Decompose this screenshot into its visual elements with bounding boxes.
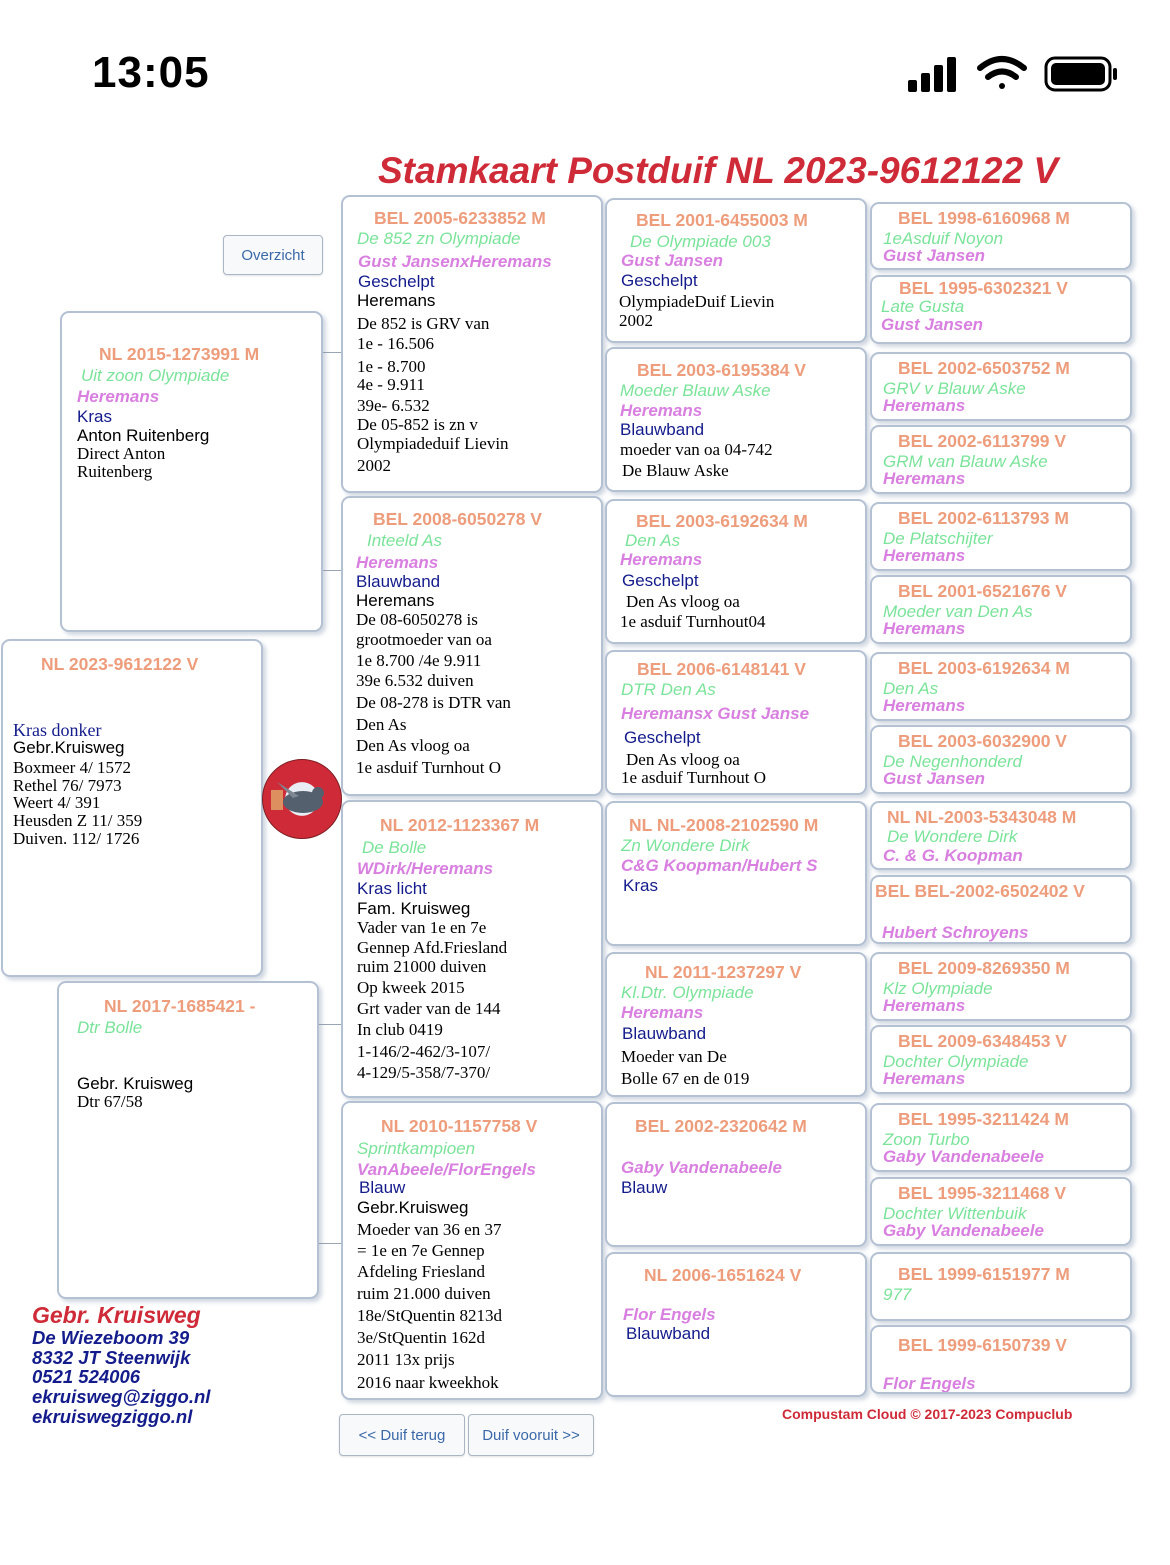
pigeon-note-text: Den As vloog oa bbox=[626, 750, 740, 769]
pigeon-ring-text: BEL 2002-2320642 M bbox=[635, 1116, 807, 1136]
pigeon-card-gen4[interactable] bbox=[870, 502, 1132, 571]
pigeon-card-grandfather-paternal[interactable] bbox=[341, 195, 603, 493]
status-icons bbox=[908, 54, 1118, 94]
pigeon-card-gen3[interactable] bbox=[605, 801, 867, 946]
pigeon-card-gen4[interactable] bbox=[870, 575, 1132, 644]
pigeon-ring-text: BEL 2003-6195384 V bbox=[637, 360, 806, 380]
pigeon-name-text: Moeder Blauw Aske bbox=[620, 381, 771, 400]
connector-line bbox=[318, 1024, 342, 1025]
pigeon-breeder-text: Gaby Vandenabeele bbox=[621, 1158, 782, 1177]
pigeon-ring-text: BEL BEL-2002-6502402 V bbox=[875, 881, 1085, 901]
pigeon-breeder-text: Heremans bbox=[883, 619, 966, 638]
pigeon-note-text: 3e/StQuentin 162d bbox=[357, 1328, 485, 1347]
pigeon-color-text: Blauw bbox=[359, 1178, 406, 1197]
pigeon-card-father[interactable] bbox=[60, 311, 323, 632]
page-title: Stamkaart Postduif NL 2023-9612122 V bbox=[378, 150, 1059, 191]
pigeon-card-gen4[interactable] bbox=[870, 875, 1132, 944]
pigeon-color-text: Geschelpt bbox=[621, 271, 698, 290]
pigeon-breeder-text: C. & G. Koopman bbox=[883, 846, 1023, 865]
pigeon-ring-text: NL NL-2003-5343048 M bbox=[887, 807, 1077, 827]
pigeon-owner-text: Heremans bbox=[357, 291, 436, 310]
pigeon-breeder-text: VanAbeele/FlorEngels bbox=[357, 1160, 536, 1179]
pigeon-note-text: 2016 naar kweekhok bbox=[357, 1373, 499, 1392]
pigeon-ring-text: NL 2015-1273991 M bbox=[99, 344, 260, 364]
pigeon-ring-text: NL 2023-9612122 V bbox=[41, 654, 199, 674]
pigeon-name-text: Zoon Turbo bbox=[883, 1130, 970, 1149]
pigeon-owner-text: Gebr.Kruisweg bbox=[357, 1198, 469, 1217]
pigeon-breeder-text: Heremans bbox=[356, 553, 439, 572]
pigeon-card-gen4[interactable] bbox=[870, 202, 1132, 270]
pigeon-breeder-text: Heremans bbox=[883, 1069, 966, 1088]
pigeon-card-gen4[interactable] bbox=[870, 352, 1132, 421]
pigeon-card-gen4[interactable] bbox=[870, 952, 1132, 1021]
pigeon-note-text: De 08-6050278 is bbox=[356, 610, 478, 629]
pigeon-card-gen3[interactable] bbox=[605, 499, 867, 644]
pigeon-color-text: Kras bbox=[623, 876, 658, 895]
status-time: 13:05 bbox=[92, 48, 210, 97]
pigeon-ring-text: BEL 2003-6192634 M bbox=[898, 658, 1070, 678]
pigeon-color-text: Blauwband bbox=[620, 420, 705, 439]
pigeon-ring-text: NL NL-2008-2102590 M bbox=[629, 815, 819, 835]
pigeon-owner-text: Heremans bbox=[356, 591, 435, 610]
pigeon-breeder-text: Gust Jansen bbox=[621, 251, 724, 270]
pigeon-ring-text: BEL 1995-3211424 M bbox=[898, 1109, 1069, 1129]
pigeon-note-text: 4-129/5-358/7-370/ bbox=[357, 1063, 491, 1082]
pigeon-note-text: Den As bbox=[356, 715, 407, 734]
pigeon-ring-text: NL 2006-1651624 V bbox=[644, 1265, 802, 1285]
pigeon-breeder-text: Heremans bbox=[883, 469, 966, 488]
pigeon-note-text: grootmoeder van oa bbox=[356, 630, 492, 649]
pigeon-name-text: Zn Wondere Dirk bbox=[621, 836, 750, 855]
pigeon-name-text: Dtr Bolle bbox=[77, 1018, 143, 1037]
battery-icon bbox=[1046, 58, 1117, 90]
pigeon-note-text: moeder van oa 04-742 bbox=[620, 440, 773, 459]
forward-button[interactable]: Duif vooruit >> bbox=[468, 1414, 594, 1456]
pigeon-name-text: Moeder van Den As bbox=[883, 602, 1033, 621]
pigeon-breeder-text: C&G Koopman/Hubert S bbox=[621, 856, 818, 875]
connector-line bbox=[322, 570, 342, 571]
connector-line bbox=[322, 352, 342, 353]
pigeon-name-text: Sprintkampioen bbox=[357, 1139, 476, 1158]
pigeon-note-text: 39e- 6.532 bbox=[357, 396, 430, 415]
pigeon-breeder-text: Gust Jansen bbox=[883, 246, 986, 265]
pigeon-name-text: De Olympiade 003 bbox=[630, 232, 771, 251]
pigeon-name-text: Inteeld As bbox=[367, 531, 442, 550]
pigeon-note-text: Bolle 67 en de 019 bbox=[621, 1069, 750, 1088]
pigeon-note-text: 1e asduif Turnhout04 bbox=[620, 612, 766, 631]
pigeon-ring-text: BEL 2003-6032900 V bbox=[898, 731, 1067, 751]
pigeon-name-text: De Bolle bbox=[362, 838, 427, 857]
footer-website[interactable]: ekruiswegziggo.nl bbox=[32, 1406, 193, 1427]
pigeon-color-text: Geschelpt bbox=[624, 728, 701, 747]
pigeon-card-gen4[interactable] bbox=[870, 1025, 1132, 1094]
pigeon-name-text: Klz Olympiade bbox=[883, 979, 993, 998]
pigeon-note-text: 1e - 8.700 bbox=[357, 357, 426, 376]
pigeon-note-text: Boxmeer 4/ 1572 bbox=[13, 758, 132, 777]
pigeon-card-grandmother-maternal[interactable] bbox=[341, 1101, 603, 1400]
pigeon-breeder-text: Heremans bbox=[883, 396, 966, 415]
pigeon-name-text: De Negenhonderd bbox=[883, 752, 1022, 771]
pigeon-card-gen4[interactable] bbox=[870, 275, 1132, 344]
pigeon-name-text: Uit zoon Olympiade bbox=[81, 366, 230, 385]
pigeon-note-text: Weert 4/ 391 bbox=[13, 793, 101, 812]
pigeon-note-text: De 05-852 is zn v bbox=[357, 415, 478, 434]
pigeon-breeder-text: Flor Engels bbox=[623, 1305, 716, 1324]
pigeon-breeder-text: Heremans bbox=[883, 996, 966, 1015]
pigeon-note-text: De Blauw Aske bbox=[622, 461, 729, 480]
pigeon-breeder-text: Heremans bbox=[883, 546, 966, 565]
pigeon-note-text: 18e/StQuentin 8213d bbox=[357, 1306, 502, 1325]
pigeon-ring-text: BEL 1995-3211468 V bbox=[898, 1183, 1067, 1203]
pigeon-note-text: 1e asduif Turnhout O bbox=[356, 758, 501, 777]
pigeon-note-text: Op kweek 2015 bbox=[357, 978, 465, 997]
pigeon-color-text: Blauwband bbox=[622, 1024, 707, 1043]
pigeon-name-text: GRV v Blauw Aske bbox=[883, 379, 1026, 398]
pigeon-card-gen3[interactable] bbox=[605, 1102, 867, 1247]
pigeon-ring-text: NL 2012-1123367 M bbox=[380, 815, 540, 835]
pigeon-card-gen3[interactable] bbox=[605, 198, 867, 343]
pigeon-card-gen4[interactable] bbox=[870, 1103, 1132, 1172]
pigeon-breeder-text: Gust Jansen bbox=[881, 315, 984, 334]
pigeon-note-text: 1e asduif Turnhout O bbox=[621, 768, 766, 787]
pigeon-color-text: Geschelpt bbox=[622, 571, 699, 590]
footer-address: De Wiezeboom 39 bbox=[32, 1327, 190, 1348]
pigeon-ring-text: BEL 2009-6348453 V bbox=[898, 1031, 1067, 1051]
pigeon-breeder-text: Gust JansenxHeremans bbox=[358, 252, 552, 271]
pigeon-note-text: Vader van 1e en 7e bbox=[357, 918, 487, 937]
pigeon-note-text: Ruitenberg bbox=[77, 462, 153, 481]
pigeon-name-text: De 852 zn Olympiade bbox=[357, 229, 521, 248]
pigeon-card-gen3[interactable] bbox=[605, 952, 867, 1097]
pigeon-owner-text: Fam. Kruisweg bbox=[357, 899, 471, 918]
pigeon-ring-text: BEL 2002-6113799 V bbox=[898, 431, 1067, 451]
pigeon-card-gen3[interactable] bbox=[605, 1252, 867, 1397]
pigeon-name-text: Dochter Olympiade bbox=[883, 1052, 1029, 1071]
footer-postcode: 8332 JT Steenwijk bbox=[32, 1347, 191, 1368]
pigeon-breeder-text: Heremans bbox=[621, 1003, 704, 1022]
pigeon-breeder-text: Hubert Schroyens bbox=[882, 923, 1029, 942]
pigeon-ring-text: BEL 2005-6233852 M bbox=[374, 208, 546, 228]
pigeon-owner-text: Gebr.Kruisweg bbox=[13, 738, 125, 757]
copyright: Compustam Cloud © 2017-2023 Compuclub bbox=[782, 1406, 1073, 1422]
pigeon-note-text: Rethel 76/ 7973 bbox=[13, 776, 122, 795]
pigeon-note-text: ruim 21000 duiven bbox=[357, 957, 487, 976]
pigeon-ring-text: NL 2010-1157758 V bbox=[381, 1116, 538, 1136]
pigeon-breeder-text: Heremansx Gust Janse bbox=[621, 704, 810, 723]
pigeon-note-text: 2011 13x prijs bbox=[357, 1350, 455, 1369]
pigeon-ring-text: BEL 2006-6148141 V bbox=[637, 659, 806, 679]
pigeon-breeder-text: Gust Jansen bbox=[883, 769, 986, 788]
pigeon-name-text: GRM van Blauw Aske bbox=[883, 452, 1048, 471]
pigeon-name-text: De Wondere Dirk bbox=[887, 827, 1018, 846]
pigeon-breeder-text: WDirk/Heremans bbox=[357, 859, 494, 878]
pigeon-breeder-text: Heremans bbox=[620, 550, 703, 569]
pigeon-owner-text: Anton Ruitenberg bbox=[77, 426, 210, 445]
pigeon-ring-text: BEL 1995-6302321 V bbox=[899, 278, 1068, 298]
pigeon-ring-text: NL 2017-1685421 - bbox=[104, 996, 256, 1016]
pigeon-note-text: 1-146/2-462/3-107/ bbox=[357, 1042, 491, 1061]
pigeon-card-gen4[interactable] bbox=[870, 652, 1132, 721]
overview-button[interactable]: Overzicht bbox=[223, 235, 323, 275]
pigeon-card-gen4[interactable] bbox=[870, 1325, 1132, 1394]
pigeon-card-gen4[interactable] bbox=[870, 801, 1132, 870]
pigeon-name-text: De Platschijter bbox=[883, 529, 993, 548]
pigeon-note-text: Moeder van 36 en 37 bbox=[357, 1220, 502, 1239]
pigeon-breeder-text: Heremans bbox=[620, 401, 703, 420]
pigeon-color-text: Blauw bbox=[621, 1178, 668, 1197]
pigeon-color-text: Blauwband bbox=[626, 1324, 711, 1343]
pigeon-note-text: Moeder van De bbox=[621, 1047, 727, 1066]
pigeon-ring-text: BEL 1999-6150739 V bbox=[898, 1335, 1067, 1355]
pigeon-ring-text: BEL 2009-8269350 M bbox=[898, 958, 1070, 978]
pigeon-colorserif-text: Kras donker bbox=[13, 720, 102, 740]
pigeon-note-text: Gennep Afd.Friesland bbox=[357, 938, 508, 957]
pigeon-card-gen3[interactable] bbox=[605, 347, 867, 492]
pigeon-note-text: De 08-278 is DTR van bbox=[356, 693, 511, 712]
pigeon-breeder-text: Gaby Vandenabeele bbox=[883, 1147, 1044, 1166]
pigeon-color-text: Blauwband bbox=[356, 572, 441, 591]
pigeon-ring-text: NL 2011-1237297 V bbox=[645, 962, 802, 982]
pigeon-card-gen4[interactable] bbox=[870, 1177, 1132, 1246]
pigeon-card-grandfather-maternal[interactable] bbox=[341, 800, 603, 1098]
signal-icon bbox=[908, 57, 956, 92]
pigeon-color-text: Geschelpt bbox=[358, 272, 435, 291]
pigeon-note-text: Grt vader van de 144 bbox=[357, 999, 501, 1018]
pigeon-note-text: ruim 21.000 duiven bbox=[357, 1284, 491, 1303]
pigeon-ring-text: BEL 2001-6455003 M bbox=[636, 210, 808, 230]
pigeon-name-text: Kl.Dtr. Olympiade bbox=[621, 983, 754, 1002]
pigeon-color-text: Kras licht bbox=[357, 879, 427, 898]
pigeon-card-gen4[interactable] bbox=[870, 725, 1132, 794]
pigeon-name-text: Dochter Wittenbuik bbox=[883, 1204, 1027, 1223]
footer-phone: 0521 524006 bbox=[32, 1366, 141, 1387]
pigeon-card-gen4[interactable] bbox=[870, 425, 1132, 494]
pigeon-card-mother[interactable] bbox=[57, 981, 319, 1299]
pigeon-ring-text: BEL 1998-6160968 M bbox=[898, 208, 1070, 228]
pigeon-note-text: 4e - 9.911 bbox=[357, 375, 425, 394]
pigeon-ring-text: BEL 2008-6050278 V bbox=[373, 509, 542, 529]
pigeon-card-subject[interactable] bbox=[1, 639, 263, 977]
pigeon-ring-text: BEL 2003-6192634 M bbox=[636, 511, 808, 531]
footer-owner-name: Gebr. Kruisweg bbox=[32, 1302, 201, 1328]
pigeon-note-text: De 852 is GRV van bbox=[357, 314, 490, 333]
pigeon-note-text: Den As vloog oa bbox=[626, 592, 740, 611]
pigeon-name-text: Den As bbox=[883, 679, 939, 698]
pigeon-breeder-text: Gaby Vandenabeele bbox=[883, 1221, 1044, 1240]
pigeon-name-text: 977 bbox=[883, 1285, 912, 1304]
pigeon-note-text: 1e - 16.506 bbox=[357, 334, 434, 353]
pigeon-name-text: Den As bbox=[625, 531, 681, 550]
pigeon-note-text: 2002 bbox=[357, 456, 391, 475]
pigeon-note-text: 39e 6.532 duiven bbox=[356, 671, 474, 690]
pigeon-note-text: 2002 bbox=[619, 311, 653, 330]
pigeon-ring-text: BEL 2002-6503752 M bbox=[898, 358, 1070, 378]
connector-line bbox=[318, 1243, 342, 1244]
pigeon-card-grandmother-paternal[interactable] bbox=[341, 496, 603, 796]
pigeon-breeder-text: Heremans bbox=[77, 387, 160, 406]
pigeon-note-text: Afdeling Friesland bbox=[357, 1262, 485, 1281]
pigeon-name-text: Late Gusta bbox=[881, 297, 965, 316]
pigeon-note-text: Duiven. 112/ 1726 bbox=[13, 829, 140, 848]
pigeon-color-text: Kras bbox=[77, 407, 112, 426]
compustam-logo-icon bbox=[262, 759, 342, 839]
pigeon-owner-text: Gebr. Kruisweg bbox=[77, 1074, 194, 1093]
pigeon-note-text: Olympiadeduif Lievin bbox=[357, 434, 509, 453]
pigeon-note-text: Direct Anton bbox=[77, 444, 166, 463]
pigeon-card-gen3[interactable] bbox=[605, 650, 867, 795]
pigeon-note-text: = 1e en 7e Gennep bbox=[357, 1241, 485, 1260]
pigeon-breeder-text: Flor Engels bbox=[883, 1374, 976, 1393]
back-button[interactable]: << Duif terug bbox=[339, 1414, 465, 1456]
pigeon-ring-text: BEL 2002-6113793 M bbox=[898, 508, 1069, 528]
pigeon-name-text: 1eAsduif Noyon bbox=[883, 229, 1004, 248]
wifi-icon bbox=[980, 59, 1024, 89]
pigeon-ring-text: BEL 2001-6521676 V bbox=[898, 581, 1067, 601]
pigeon-note-text: Den As vloog oa bbox=[356, 736, 470, 755]
pigeon-note-text: Dtr 67/58 bbox=[77, 1092, 143, 1111]
pigeon-card-gen4[interactable] bbox=[870, 1252, 1132, 1321]
pigeon-note-text: 1e 8.700 /4e 9.911 bbox=[356, 651, 482, 670]
footer-email[interactable]: ekruisweg@ziggo.nl bbox=[32, 1386, 211, 1407]
pigeon-name-text: DTR Den As bbox=[621, 680, 716, 699]
pigeon-breeder-text: Heremans bbox=[883, 696, 966, 715]
pigeon-note-text: OlympiadeDuif Lievin bbox=[619, 292, 775, 311]
pigeon-ring-text: BEL 1999-6151977 M bbox=[898, 1264, 1070, 1284]
pigeon-note-text: Heusden Z 11/ 359 bbox=[13, 811, 143, 830]
pigeon-note-text: In club 0419 bbox=[357, 1020, 443, 1039]
